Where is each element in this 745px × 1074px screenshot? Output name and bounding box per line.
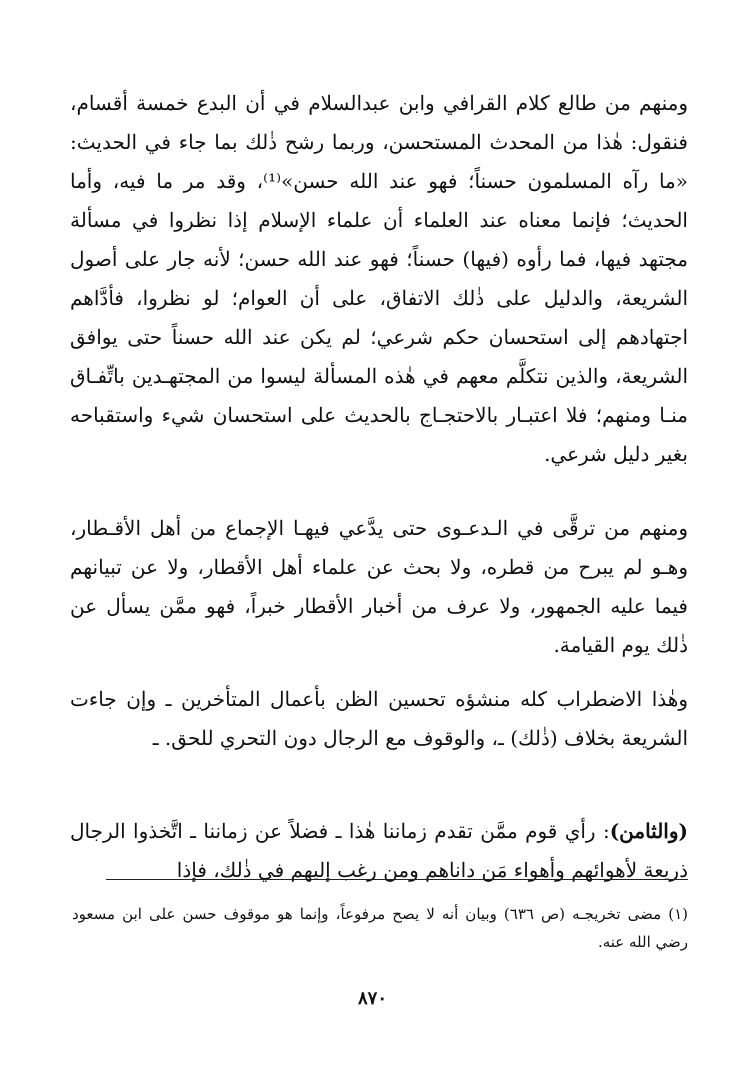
footnote: (١) مضى تخريجـه (ص ٦٣٦) وبيان أنه لا يصح مرفوعاً، وإنما هو موقوف حسن على ابن مسعود رضي الله عنه.	[72, 905, 688, 951]
page-number: ٨٧٠	[357, 988, 387, 1009]
paragraph-1: ومنهم من طالع كلام القرافي وابن عبدالسلام في أن البدع خمسة أقسام، فنقول: هٰذا من المحدث المستحسن، وربما رشح ذٰلك بما جاء في الحديث: «ما رآه المسلمون حسناً؛ فهو عند الله حسن»⁽¹⁾، وقد مر ما فيه، وأما الحديث؛ فإنما معناه عند العلماء أن علماء الإسلام إذا نظروا في مسألة مجتهد فيها، فما رأوه (فيها) حسناً؛ فهو عند الله حسن؛ لأنه جار على أصول الشريعة، والدليل على ذٰلك الاتفاق، على أن العوام؛ لو نظروا، فأدَّاهم اجتهادهم إلى استحسان حكم شرعي؛ لم يكن عند الله حسناً حتى يوافق الشريعة، والذين نتكلَّم معهم في هٰذه المسألة ليسوا من المجتهـدين باتِّفـاق منـا ومنهم؛ فلا اعتبـار بالاحتجـاج بالحديث على استحسان شيء واستقباحه بغير دليل شرعي.	[70, 91, 688, 466]
paragraph-4-text: : رأي قوم ممَّن تقدم زماننا هٰذا ـ فضلاً عن زماننا ـ اتَّخذوا الرجال ذريعة لأهوائهم وأهواء مَن داناهم ومن رغب إليهم في ذٰلك، فإذا	[70, 819, 688, 882]
footnote-divider	[106, 879, 688, 880]
paragraph-1-block	[70, 84, 688, 474]
paragraph-2: ومنهم من ترقَّى في الـدعـوى حتى يدَّعي فيهـا الإجماع من أهل الأقـطار، وهـو لم يبرح من قطره، ولا بحث عن علماء أهل الأقطار، ولا عن تبيانهم فيما عليه الجمهور، ولا عرف من أخبار الأقطار خبراً، فهو ممَّن يسأل عن ذٰلك يوم القيامة.	[70, 516, 688, 657]
paragraph-2-block	[70, 509, 688, 665]
paragraph-3-block	[70, 680, 688, 758]
section-lead-label: (والثامن)	[609, 819, 688, 843]
paragraph-3: وهٰذا الاضطراب كله منشؤه تحسين الظن بأعمال المتأخرين ـ وإن جاءت الشريعة بخلاف (ذٰلك) ـ، والوقوف مع الرجال دون التحري للحق. ـ	[70, 687, 688, 750]
